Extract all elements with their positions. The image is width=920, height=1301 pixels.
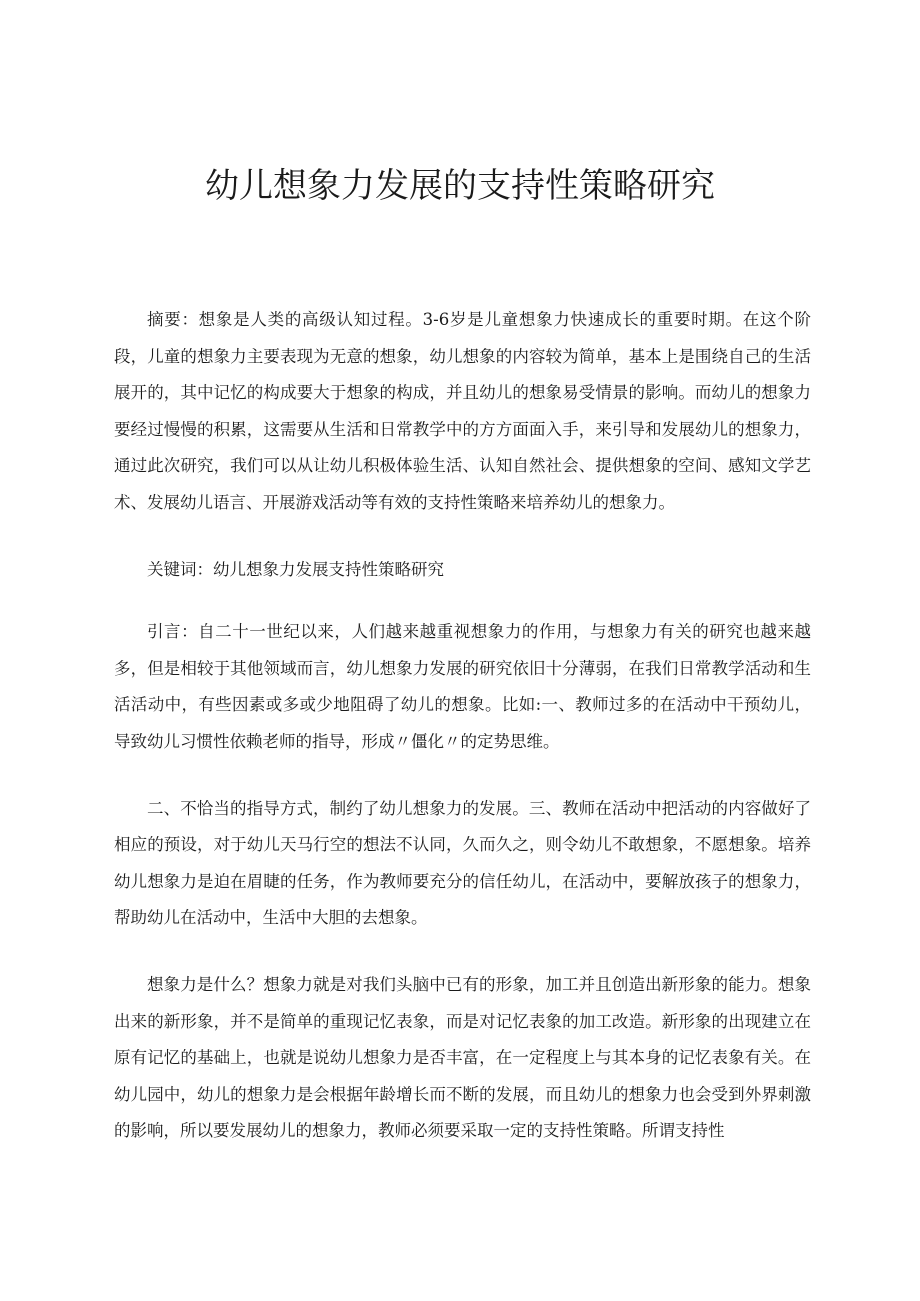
abstract-paragraph: 摘要：想象是人类的高级认知过程。3-6岁是儿童想象力快速成长的重要时期。在这个阶段，儿童的想象力主要表现为无意的想象，幼儿想象的内容较为简单，基本上是围绕自己的生活展开的，其中记忆的构成要大于想象的构成，并且幼儿的想象易受情景的影响。而幼儿的想象力要经过慢慢的积累，这需要从生活和日常教学中的方方面面入手，来引导和发展幼儿的想象力，通过此次研究，我们可以从让幼儿积极体验生活、认知自然社会、提供想象的空间、感知文学艺术、发展幼儿语言、开展游戏活动等有效的支持性策略来培养幼儿的想象力。 xyxy=(114,310,811,512)
document-body xyxy=(114,302,811,1180)
body-paragraph: 二、不恰当的指导方式，制约了幼儿想象力的发展。三、教师在活动中把活动的内容做好了相应的预设，对于幼儿天马行空的想法不认同，久而久之，则令幼儿不敢想象，不愿想象。培养幼儿想象力是迫在眉睫的任务，作为教师要充分的信任幼儿，在活动中，要解放孩子的想象力，帮助幼儿在活动中，生活中大胆的去想象。 xyxy=(114,798,811,928)
document-title: 幼儿想象力发展的支持性策略研究 xyxy=(205,166,715,206)
introduction-paragraph: 引言：自二十一世纪以来，人们越来越重视想象力的作用，与想象力有关的研究也越来越多，但是相较于其他领域而言，幼儿想象力发展的研究依旧十分薄弱，在我们日常教学活动和生活活动中，有些因素或多或少地阻碍了幼儿的想象。比如:一、教师过多的在活动中干预幼儿，导致幼儿习惯性依赖老师的指导，形成〃僵化〃的定势思维。 xyxy=(114,622,811,751)
body-paragraph: 想象力是什么？想象力就是对我们头脑中已有的形象，加工并且创造出新形象的能力。想象出来的新形象，并不是简单的重现记忆表象，而是对记忆表象的加工改造。新形象的出现建立在原有记忆的基础上，也就是说幼儿想象力是否丰富，在一定程度上与其本身的记忆表象有关。在幼儿园中，幼儿的想象力是会根据年龄增长而不断的发展，而且幼儿的想象力也会受到外界刺激的影响，所以要发展幼儿的想象力，教师必须要采取一定的支持性策略。所谓支持性 xyxy=(114,974,811,1141)
keywords-paragraph: 关键词：幼儿想象力发展支持性策略研究 xyxy=(147,559,444,579)
